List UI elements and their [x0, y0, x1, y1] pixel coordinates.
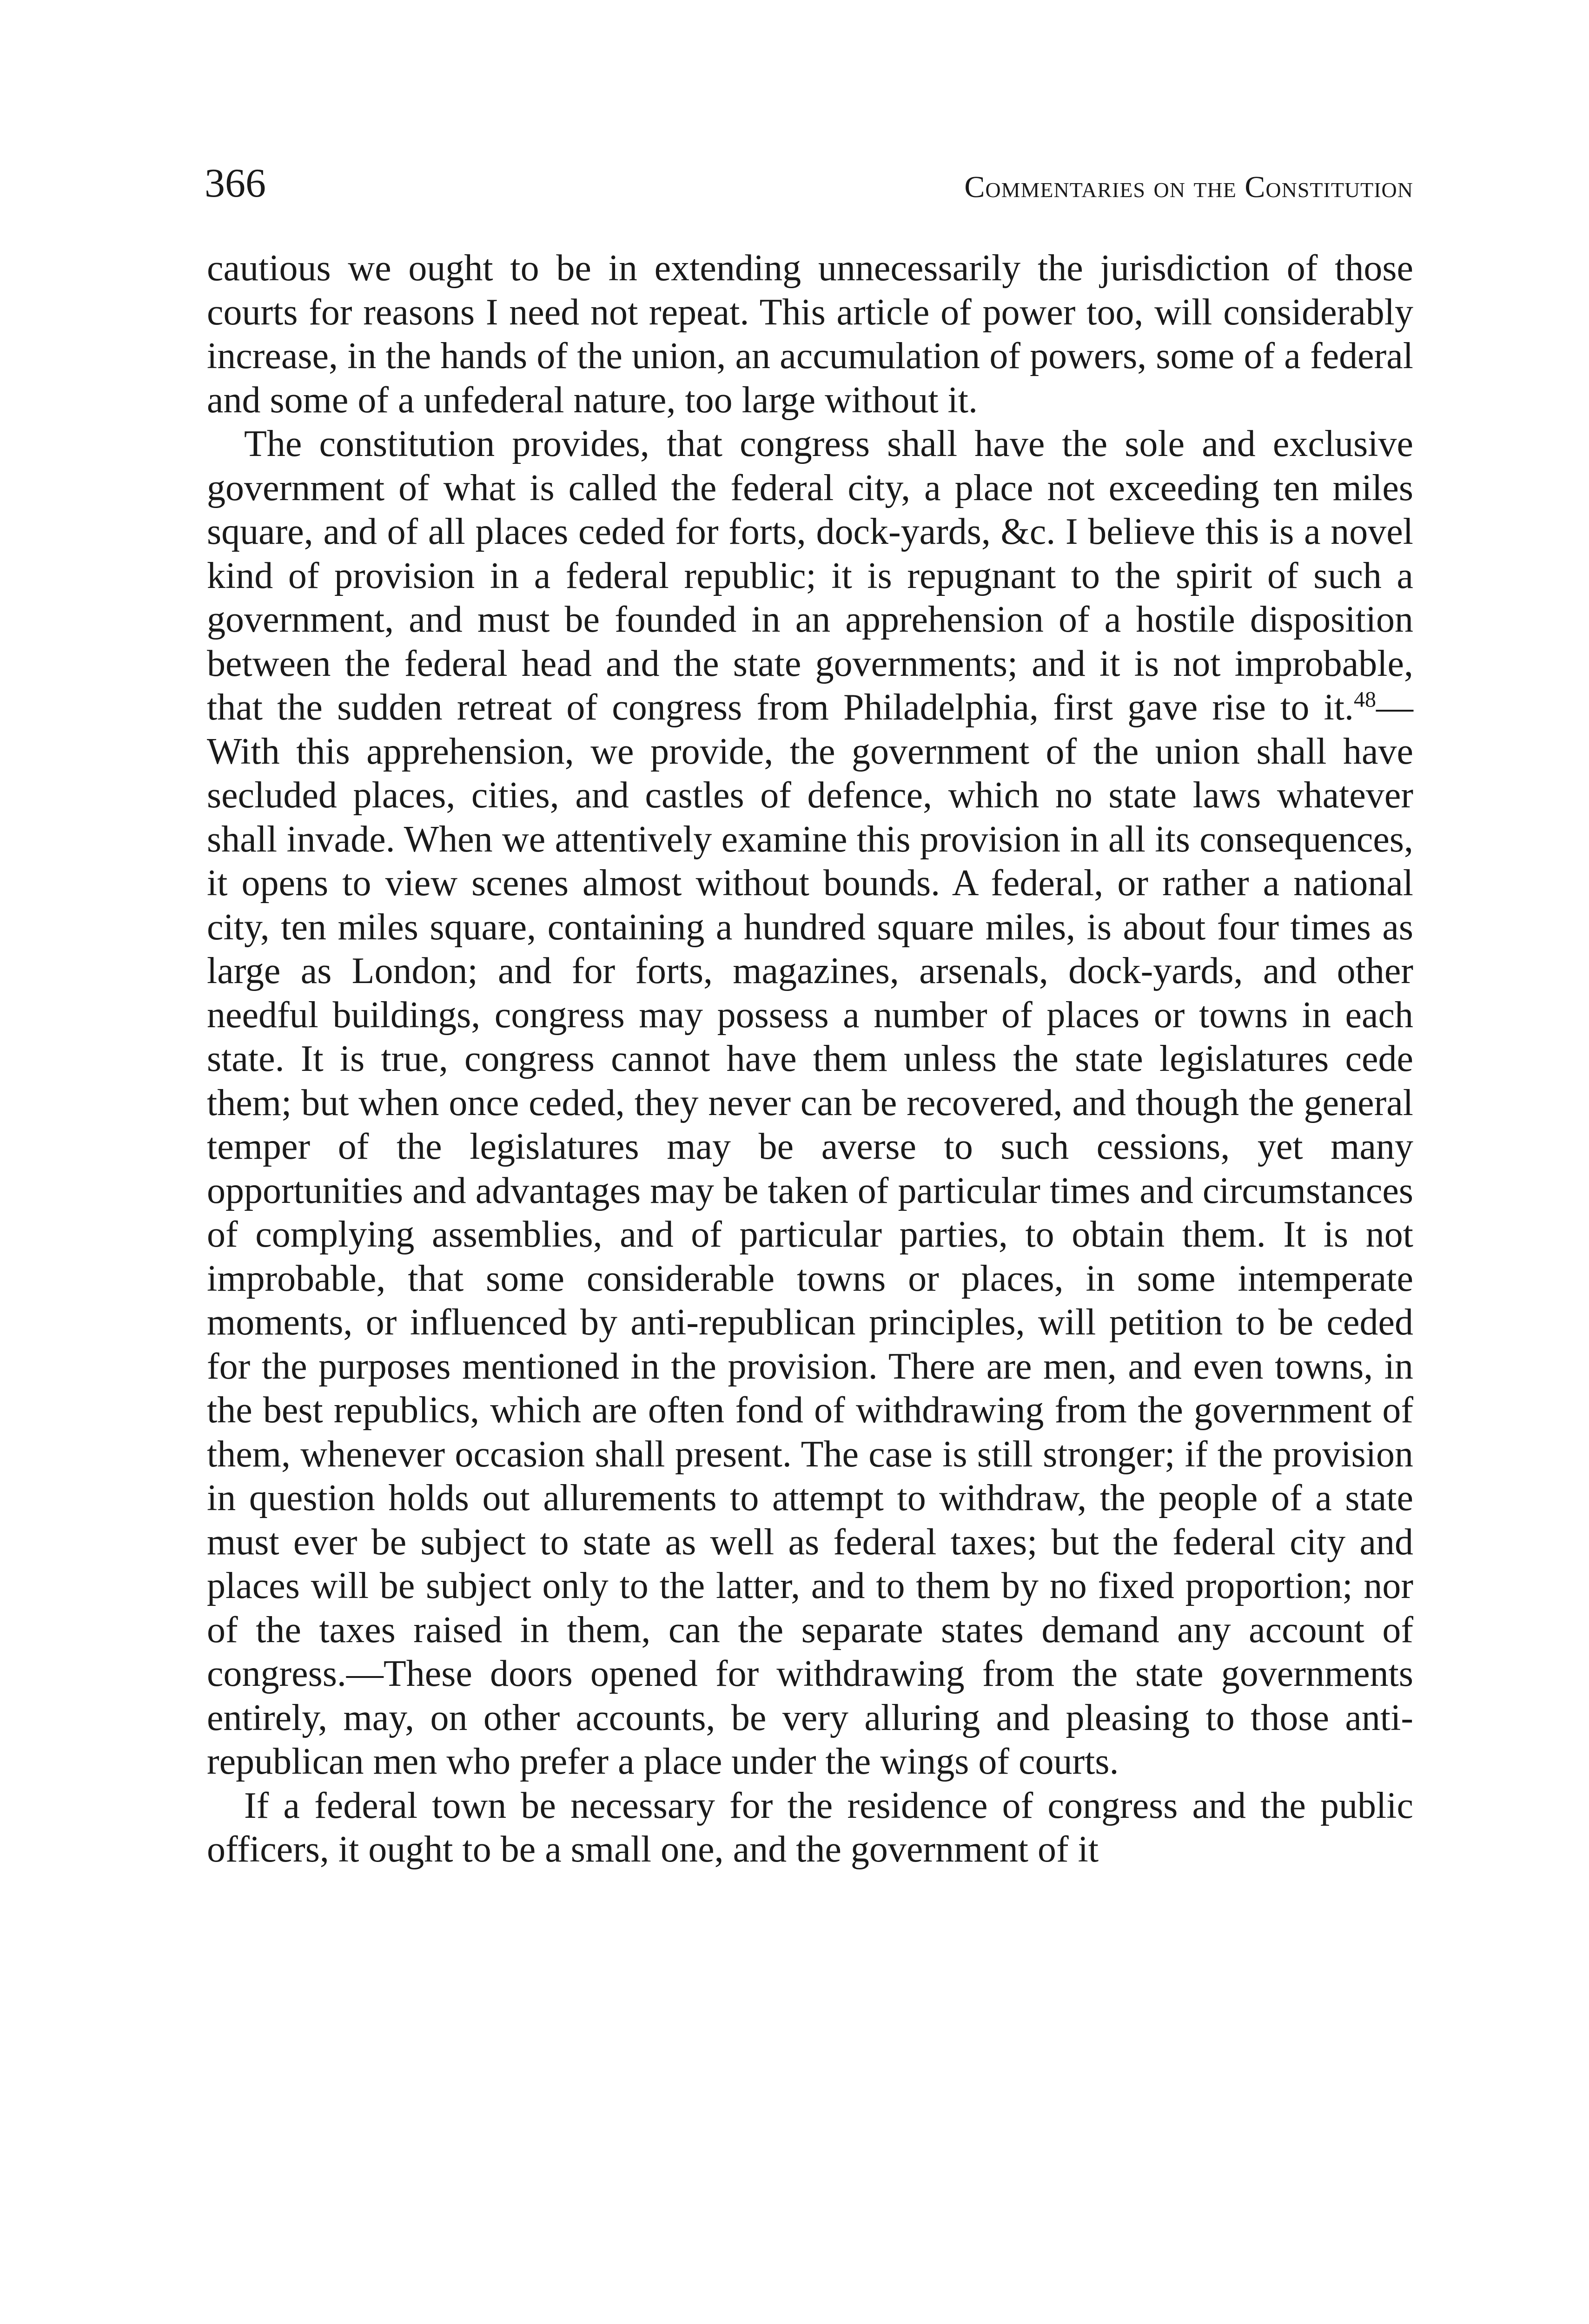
- paragraph-text-before-note: The constitution provides, that congress shall have the sole and exclusive government of what is called the federal city, a place not exceeding ten miles square, and of all places ceded for forts, dock-yards, &c. I believe this is a novel kind of provision in a federal republic; it is repugnant to the spirit of such a government, and must be founded in an apprehension of a hostile disposition between the federal head and the state governments; and it is not improbable, that the sudden retreat of congress from Philadelphia, first gave rise to it.: [207, 423, 1413, 728]
- paragraph-federal-city: [207, 422, 1413, 1784]
- paragraph-federal-town: If a federal town be necessary for the residence of congress and the public officers, it ought to be a small one, and the government of it: [207, 1785, 1413, 1870]
- body-text: [207, 246, 1413, 1872]
- paragraph-continued: cautious we ought to be in extending unnecessarily the jurisdiction of those courts for reasons I need not repeat. This article of power too, will considerably increase, in the hands of the union, an accumulation of powers, some of a federal and some of a unfederal nature, too large without it.: [207, 248, 1413, 421]
- running-header: [205, 158, 1413, 209]
- page-number: 366: [205, 161, 266, 206]
- paragraph-text-after-note: —With this apprehension, we provide, the government of the union shall have secluded places, cities, and castles of defence, which no state laws whatever shall invade. When we attentively examine this provision in all its consequences, it opens to view scenes almost without bounds. A federal, or rather a national city, ten miles square, containing a hundred square miles, is about four times as large as London; and for forts, magazines, arsenals, dock-yards, and other needful buildings, congress may possess a number of places or towns in each state. It is true, congress cannot have them unless the state legislatures cede them; but when once ceded, they never can be recovered, and though the general temper of the legislatures may be averse to such cessions, yet many opportunities and advantages may be taken of particular times and circumstances of complying assemblies, and of particular parties, to obtain them. It is not improbable, that some considerable towns or places, in some intemperate moments, or influenced by anti-republican principles, will petition to be ceded for the purposes mentioned in the provision. There are men, and even towns, in the best republics, which are often fond of withdrawing from the government of them, whenever occasion shall present. The case is still stronger; if the provision in question holds out allurements to attempt to withdraw, the people of a state must ever be subject to state as well as federal taxes; but the federal city and places will be subject only to the latter, and to them by no fixed proportion; nor of the taxes raised in them, can the separate states demand any account of congress.—These doors opened for withdrawing from the state governments entirely, may, on other accounts, be very alluring and pleasing to those anti-republican men who prefer a place under the wings of courts.: [207, 687, 1413, 1782]
- running-title: Commentaries on the Constitution: [964, 170, 1413, 204]
- footnote-reference: 48: [1354, 687, 1376, 712]
